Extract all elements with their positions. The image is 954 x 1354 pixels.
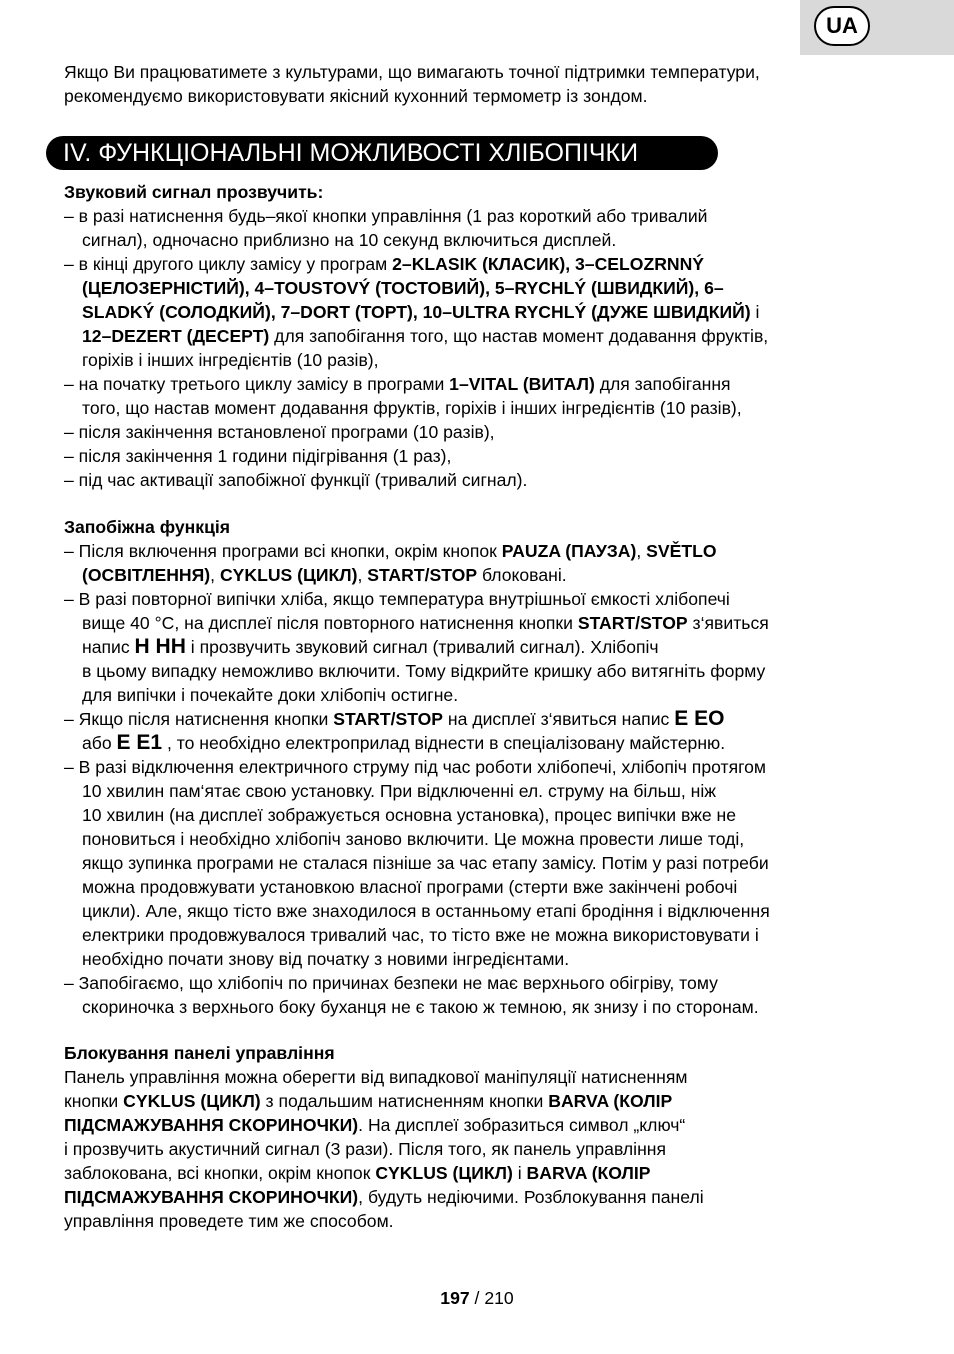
paragraph-line: заблокована, всі кнопки, окрім кнопок CYKLUS (ЦИКЛ) і BARVA (КОЛІР [64,1163,651,1183]
list-item: – Запобігаємо, що хлібопіч по причинах безпеки не має верхнього обігріву, тому [64,973,718,993]
page-number [0,1286,954,1310]
list-item-continuation: або E E1 , то необхідно електроприлад віднести в спеціалізовану майстерню. [82,731,726,754]
sound-signal-section [64,180,894,492]
list-item-continuation: поновиться і необхідно хлібопіч заново включити. Це можна провести лише тоді, [82,829,745,849]
list-item: – Якщо після натиснення кнопки START/STOP на дисплеї з‘явиться напис E EO [64,707,725,730]
list-item-continuation: якщо зупинка програми не сталася пізніше за час етапу замісу. Потім у разі потреби [82,853,769,873]
list-item-continuation: необхідно почати знову від початку з новими інгредієнтами. [82,949,570,969]
list-item: – В разі відключення електричного струму під час роботи хлібопечі, хлібопіч протягом [64,757,767,777]
list-item-continuation: можна продовжувати установкою власної програми (стерти вже закінчені робочі [82,877,738,897]
list-item-continuation: (ЦЕЛОЗЕРНІСТИЙ), 4–TOUSTOVÝ (ТОСТОВИЙ), 5–RYCHLÝ (ШВИДКИЙ), 6– [82,278,724,298]
list-item-continuation: електрики продовжувалося тривалий час, то тісто вже не можна використовувати і [82,925,759,945]
list-item: – під час активації запобіжної функції (тривалий сигнал). [64,470,528,490]
list-item: – В разі повторної випічки хліба, якщо температура внутрішньої ємкості хлібопечі [64,589,730,609]
list-item: – після закінчення встановленої програми (10 разів), [64,422,495,442]
intro-paragraph [64,60,894,108]
list-item-continuation: вище 40 °C, на дисплеї після повторного натиснення кнопки START/STOP з‘явиться [82,613,769,633]
section-title: IV. ФУНКЦІОНАЛЬНІ МОЖЛИВОСТІ ХЛІБОПІЧКИ [63,139,639,167]
list-item-continuation: напис H HH і прозвучить звуковий сигнал (тривалий сигнал). Хлібопіч [82,635,659,658]
list-item-continuation: скориночка з верхнього боку буханця не є такою ж темною, як знизу і по сторонам. [82,997,759,1017]
intro-line: Якщо Ви працюватимете з культурами, що вимагають точної підтримки температури, [64,62,760,82]
language-badge: UA [814,6,870,46]
paragraph-line: кнопки CYKLUS (ЦИКЛ) з подальшим натисненням кнопки BARVA (КОЛІР [64,1091,673,1111]
panel-lock-section [64,1041,894,1233]
safety-section [64,515,894,1019]
list-item-continuation: 10 хвилин пам‘ятає свою установку. При відключенні ел. струму на більш, ніж [82,781,717,801]
list-item-continuation: цикли). Але, якщо тісто вже знаходилося в останньому етапі бродіння і відключення [82,901,770,921]
list-item-continuation: (ОСВІТЛЕННЯ), CYKLUS (ЦИКЛ), START/STOP блоковані. [82,565,567,585]
list-item-continuation: 10 хвилин (на дисплеї зображується основна установка), процес випічки вже не [82,805,737,825]
paragraph-line: Панель управління можна оберегти від випадкової маніпуляції натисненням [64,1067,688,1087]
list-item-continuation: для випічки і почекайте доки хлібопіч остигне. [82,685,459,705]
display-code: E EO [674,707,725,730]
list-item-continuation: SLADKÝ (СОЛОДКИЙ), 7–DORT (ТОРТ), 10–ULTRA RYCHLÝ (ДУЖЕ ШВИДКИЙ) і [82,302,760,322]
intro-line: рекомендуємо використовувати якісний кухонний термометр із зондом. [64,86,648,106]
list-item: – після закінчення 1 години підігрівання (1 раз), [64,446,452,466]
list-item: – в кінці другого циклу замісу у програм 2–KLASIK (КЛАСИК), 3–CELOZRNNÝ [64,254,705,274]
list-item-continuation: 12–DEZERT (ДЕСЕРТ) для запобігання того, що настав момент додавання фруктів, [82,326,769,346]
sound-heading: Звуковий сигнал прозвучить: [64,182,324,202]
safety-heading: Запобіжна функція [64,517,231,537]
paragraph-line: ПІДСМАЖУВАННЯ СКОРИНОЧКИ). На дисплеї зобразиться символ „ключ“ [64,1115,686,1135]
display-code: H HH [134,635,186,658]
list-item: – Після включення програми всі кнопки, окрім кнопок PAUZA (ПАУЗА), SVĚTLO [64,541,717,561]
list-item-continuation: горіхів і інших інгредієнтів (10 разів), [82,350,379,370]
paragraph-line: ПІДСМАЖУВАННЯ СКОРИНОЧКИ), будуть недіючими. Розблокування панелі [64,1187,704,1207]
total-pages: / 210 [469,1288,514,1308]
list-item-continuation: сигнал), одночасно приблизно на 10 секунд включиться дисплей. [82,230,617,250]
paragraph-line: і прозвучить акустичний сигнал (3 рази). Після того, як панель управління [64,1139,667,1159]
list-item-continuation: того, що настав момент додавання фруктів, горіхів і інших інгредієнтів (10 разів), [82,398,742,418]
display-code: E E1 [116,731,163,754]
paragraph-line: управління проведете тим же способом. [64,1211,394,1231]
list-item-continuation: в цьому випадку неможливо включити. Тому відкрийте кришку або витягніть форму [82,661,766,681]
current-page: 197 [440,1288,470,1308]
list-item: – на початку третього циклу замісу в програми 1–VITAL (ВИТАЛ) для запобігання [64,374,731,394]
lock-heading: Блокування панелі управління [64,1043,335,1063]
list-item: – в разі натиснення будь–якої кнопки управління (1 раз короткий або тривалий [64,206,708,226]
